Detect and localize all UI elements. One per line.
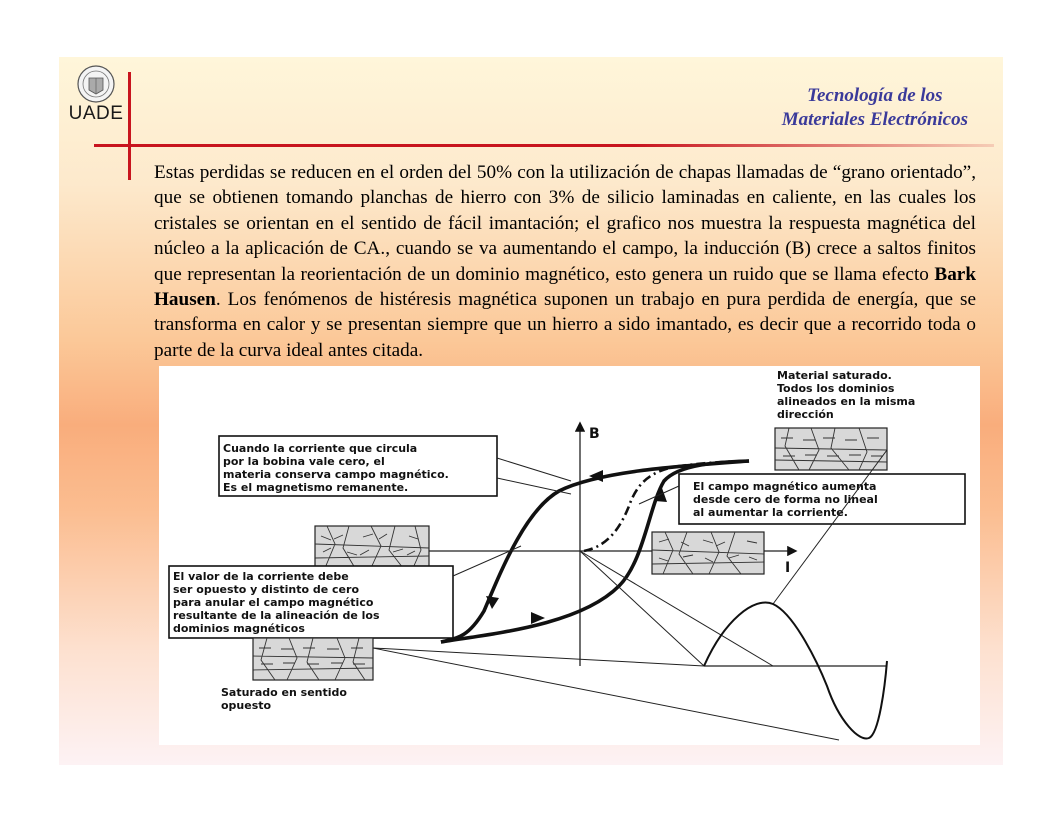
header-horizontal-rule [94, 144, 994, 147]
svg-text:El campo magnético aumenta: El campo magnético aumenta desde cero de forma no lineal al aumentar la corriente. [693, 480, 878, 519]
body-text-part2: . Los fenómenos de histéresis magnética suponen un trabajo en pura perdida de energía, que se transforma en calor y se presentan siempre que un hierro a sido imantado, es decir que a recorrido toda o parte de la curva ideal antes citada. [154, 289, 976, 361]
domain-box-opposite [253, 638, 373, 680]
course-title [782, 84, 968, 132]
coercive-callout [169, 566, 453, 638]
projection-line-2 [373, 648, 839, 740]
domain-box-left [315, 526, 429, 568]
remanent-callout [219, 436, 497, 496]
university-seal-icon [72, 64, 120, 104]
header-vertical-rule [128, 72, 131, 180]
svg-text:Cuando la corriente que circul: Cuando la corriente que circula por la bobina vale cero, el materia conserva campo magnético. Es el magnetismo remanente. [223, 442, 449, 494]
hysteresis-figure [159, 366, 980, 745]
body-text-bold: Bark Hausen [154, 263, 976, 311]
projection-line-5 [773, 450, 887, 604]
course-title-line2: Materiales Electrónicos [781, 109, 968, 130]
body-text-part1: Estas perdidas se reducen en el orden del 50% con la utilización de chapas llamadas de “grano orientado”, que se obtienen tomando planchas de hierro con 3% de silicio laminadas en caliente, en las cuales los cristales se orientan en el sentido de fácil imantación; el grafico nos muestra la respuesta magnética del núcleo a la aplicación de CA., cuando se va aumentando el campo, la inducción (B) crece a saltos finitos que representan la reorientación de un dominio magnético, esto genera un ruido que se llama efecto [154, 162, 976, 285]
remanent-pointer [497, 458, 571, 481]
b-axis-label: B [589, 426, 600, 442]
field-increase-callout [679, 474, 965, 524]
svg-text:El valor de la corriente debe: El valor de la corriente debe ser opuesto y distinto de cero para anular el campo magnético resultante de la alineación de los dominios magnéticos [173, 570, 380, 635]
logo-text: UADE [68, 103, 124, 124]
saturated-label: Material saturado. Todos los dominios alineados en la misma dirección [777, 369, 916, 421]
uade-logo [68, 64, 124, 132]
ac-sine-wave [704, 603, 887, 739]
body-paragraph [154, 160, 976, 363]
remanent-pointer-2 [497, 478, 571, 494]
domain-box-saturated [775, 428, 887, 470]
domain-box-right [652, 532, 764, 574]
projection-line-1 [373, 648, 704, 666]
i-axis-label: I [785, 560, 791, 576]
saturated-opposite-label: Saturado en sentido opuesto [221, 686, 347, 712]
course-title-line1: Tecnología de los [807, 85, 943, 106]
hysteresis-diagram [159, 366, 980, 745]
